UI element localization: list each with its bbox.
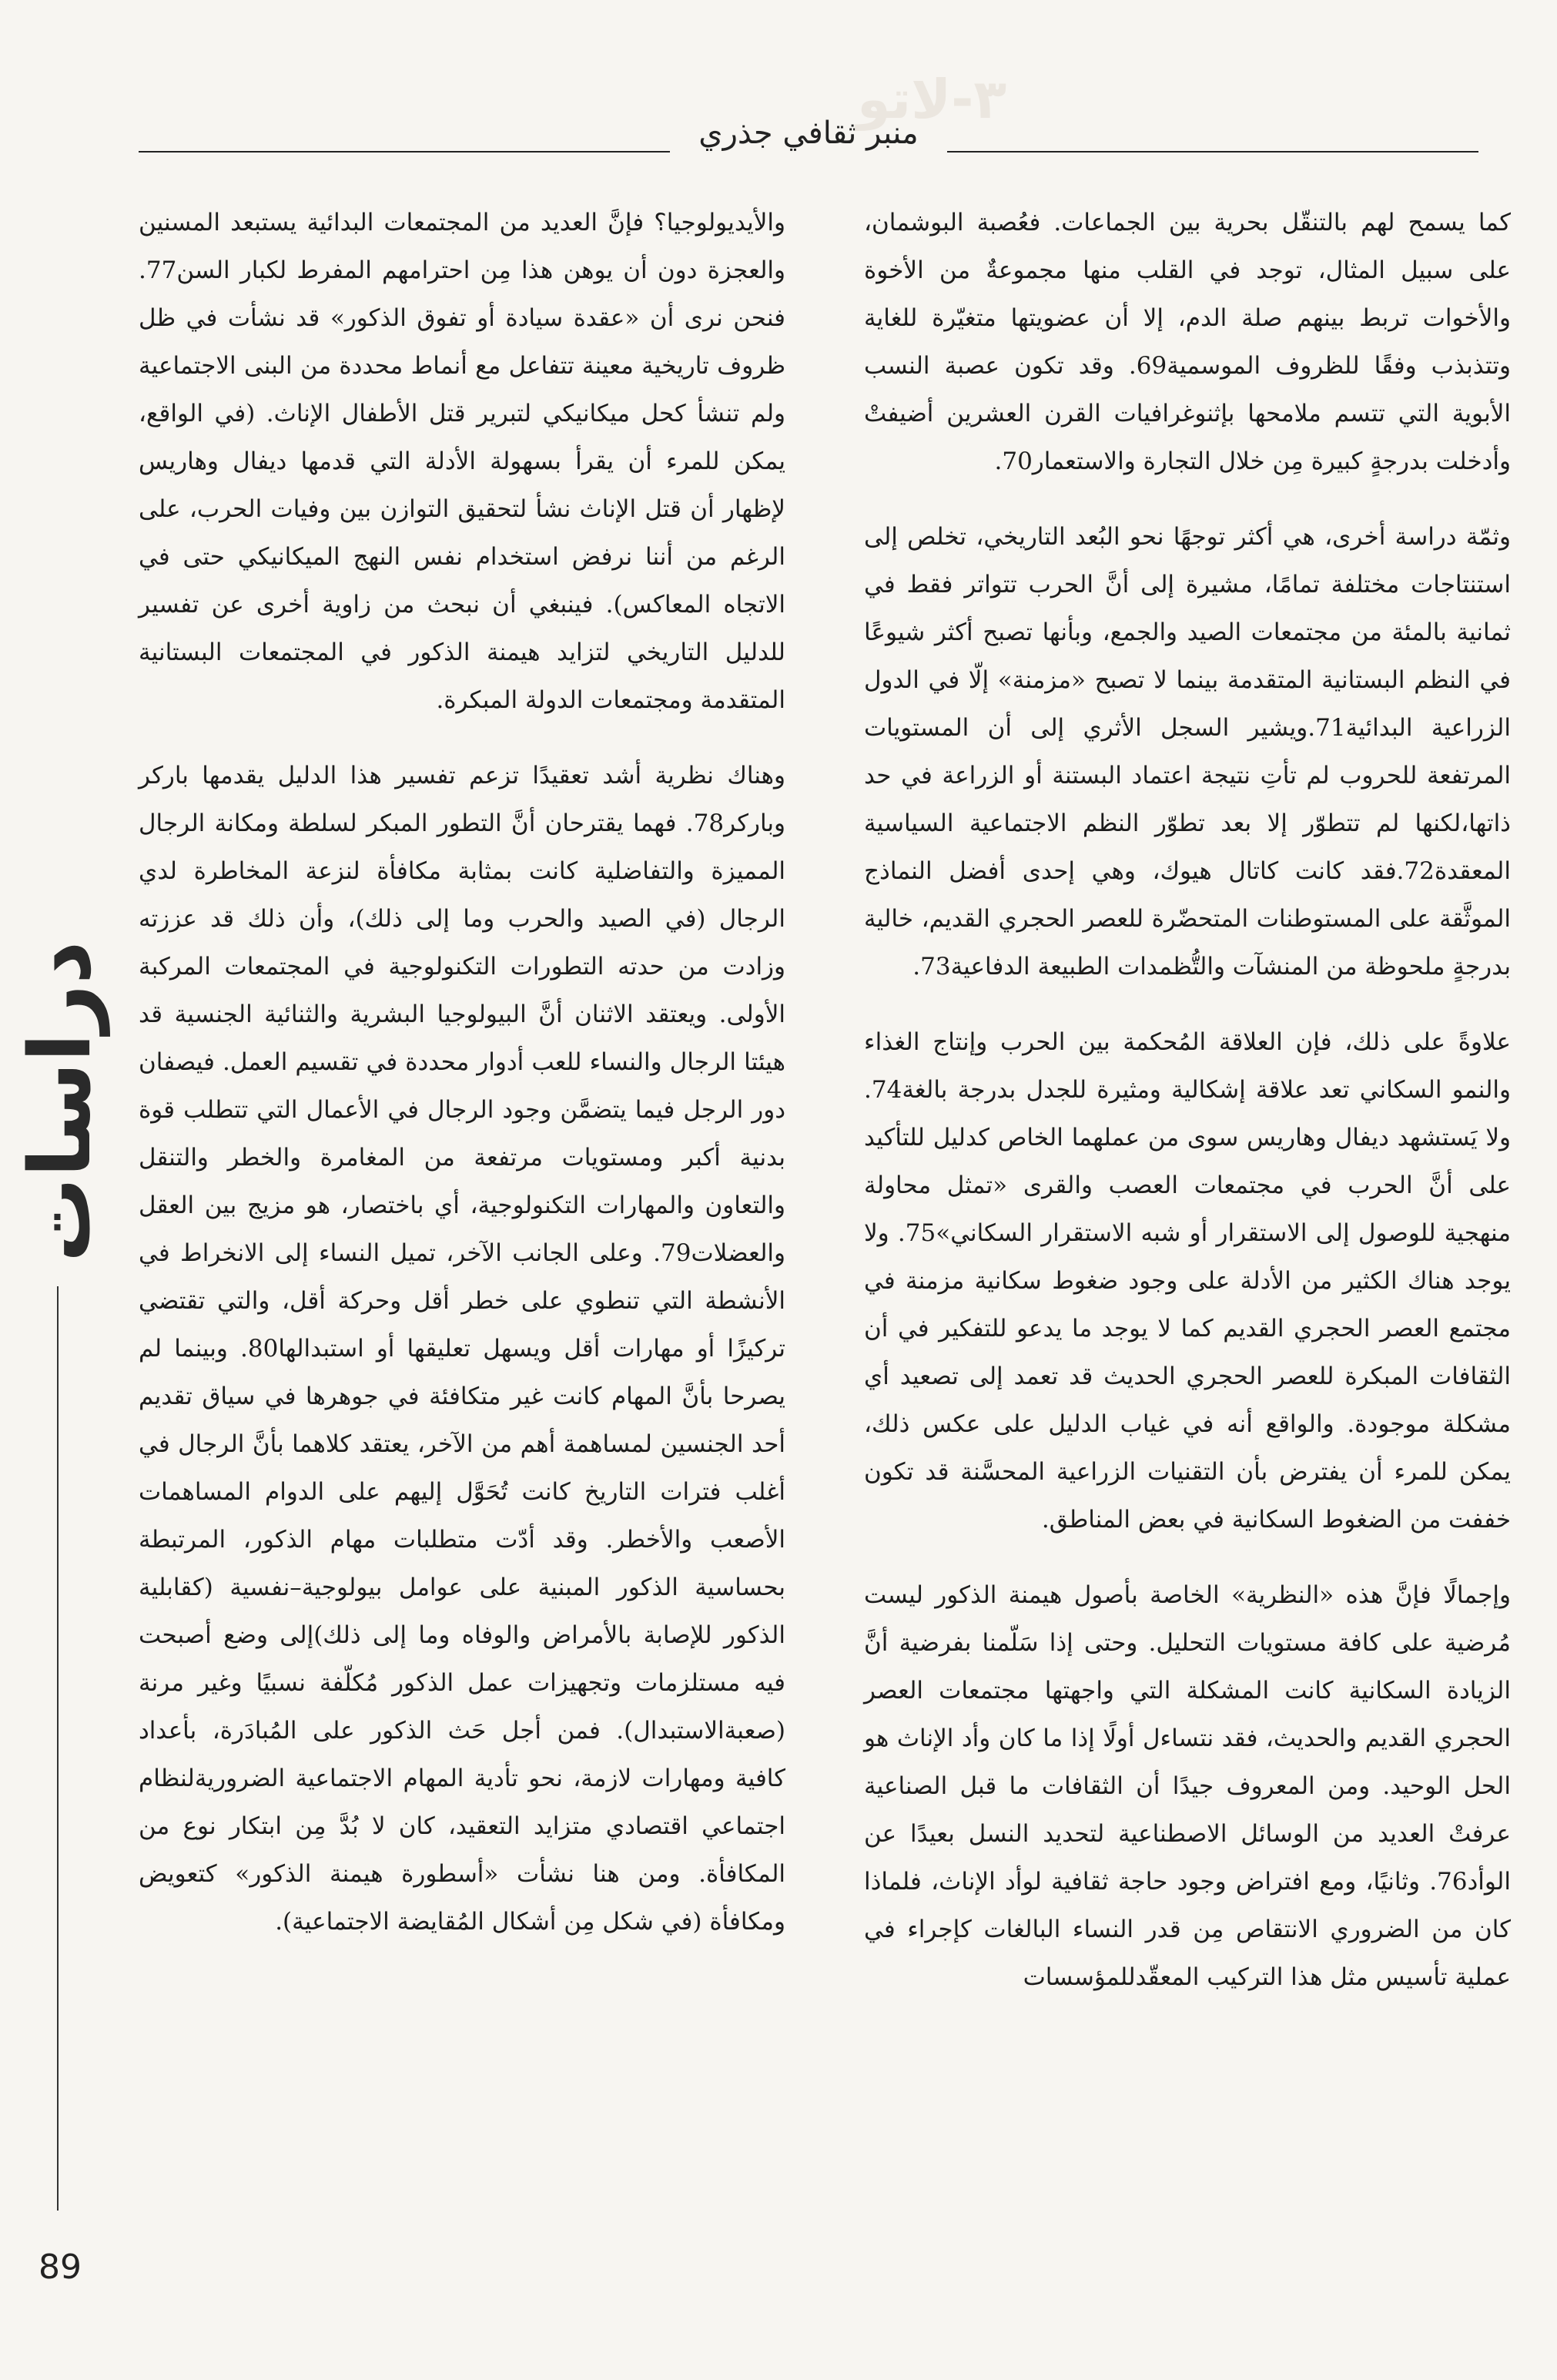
header-rule-right bbox=[947, 151, 1478, 153]
left-text-column bbox=[139, 199, 785, 1946]
right-text-column bbox=[864, 199, 1511, 2001]
paragraph: كما يسمح لهم بالتنقّل بحرية بين الجماعات. فعُصبة البوشمان، على سبيل المثال، توجد في القلب منها مجموعةٌ من الأخوة والأخوات تربط بينهم صلة الدم، إلا أن عضويتها متغيّرة للغاية وتتذبذب وفقًا للظروف الموسمية69. وقد تكون عصبة النسب الأبوية التي تتسم ملامحها بإثنوغرافيات القرن العشرين أضيفتْ وأدخلت بدرجةٍ كبيرة مِن خلال التجارة والاستعمار70. bbox=[864, 209, 1511, 475]
section-label: دراسات bbox=[11, 940, 109, 1262]
paragraph: علاوةً على ذلك، فإن العلاقة المُحكمة بين الحرب وإنتاج الغذاء والنمو السكاني تعد علاقة إشكالية ومثيرة للجدل بدرجة بالغة74. ولا يَستشهد ديفال وهاريس سوى من عملهما الخاص كدليل للتأكيد على أنَّ الحرب في مجتمعات العصب والقرى «تمثل محاولة منهجية للوصول إلى الاستقرار أو شبه الاستقرار السكاني»75. ولا يوجد هناك الكثير من الأدلة على وجود ضغوط سكانية مزمنة في مجتمع العصر الحجري القديم كما لا يوجد ما يدعو للتفكير في أن الثقافات المبكرة للعصر الحجري الحديث قد تعمد إلى تصعيد أي مشكلة موجودة. والواقع أنه في غياب الدليل على عكس ذلك، يمكن للمرء أن يفترض بأن التقنيات الزراعية المحسَّنة قد تكون خففت من الضغوط السكانية في بعض المناطق. bbox=[864, 1028, 1512, 1534]
ghost-show-through-text: ٣-لاتو bbox=[856, 68, 1007, 131]
paragraph: وثمّة دراسة أخرى، هي أكثر توجهًا نحو البُعد التاريخي، تخلص إلى استنتاجات مختلفة تمامًا، مشيرة إلى أنَّ الحرب تتواتر فقط في ثمانية بالمئة من مجتمعات الصيد والجمع، وبأنها تصبح أكثر شيوعًا في النظم البستانية المتقدمة بينما لا تصبح «مزمنة» إلّا في الدول الزراعية البدائية71.ويشير السجل الأثري إلى أن المستويات المرتفعة للحروب لم تأتِ نتيجة اعتماد البستنة أو الزراعة في حد ذاتها،لكنها لم تتطوّر إلا بعد تطوّر النظم الاجتماعية السياسية المعقدة72.فقد كانت كاتال هيوك، وهي إحدى أفضل النماذج الموثَّقة على المستوطنات المتحضّرة للعصر الحجري القديم، خالية بدرجةٍ ملحوظة من المنشآت والتُّظمدات الطبيعة الدفاعية73. bbox=[864, 523, 1511, 980]
page-number: 89 bbox=[39, 2248, 82, 2287]
header-rule-left bbox=[139, 151, 670, 153]
running-header bbox=[139, 116, 1478, 162]
section-rule bbox=[57, 1286, 59, 2211]
paragraph: وإجمالًا فإنَّ هذه «النظرية» الخاصة بأصول هيمنة الذكور ليست مُرضية على كافة مستويات التحليل. وحتى إذا سَلّمنا بفرضية أنَّ الزيادة السكانية كانت المشكلة التي واجهتها مجتمعات العصر الحجري القديم والحديث، فقد نتساءل أولًا إذا ما كان وأد الإناث هو الحل الوحيد. ومن المعروف جيدًا أن الثقافات ما قبل الصناعية عرفتْ العديد من الوسائل الاصطناعية لتحديد النسل بعيدًا عن الوأد76. وثانيًا، ومع افتراض وجود حاجة ثقافية لوأد الإناث، فلماذا كان من الضروري الانتقاص مِن قدر النساء البالغات كإجراء في عملية تأسيس مثل هذا التركيب المعقّدللمؤسسات bbox=[864, 1581, 1511, 1991]
paragraph: وهناك نظرية أشد تعقيدًا تزعم تفسير هذا الدليل يقدمها باركر وباركر78. فهما يقترحان أنَّ التطور المبكر لسلطة ومكانة الرجال المميزة والتفاضلية كانت بمثابة مكافأة لنزعة المخاطرة لدي الرجال (في الصيد والحرب وما إلى ذلك)، وأن ذلك قد عززته وزادت من حدته التطورات التكنولوجية في المجتمعات المركبة الأولى. ويعتقد الاثنان أنَّ البيولوجيا البشرية والثنائية الجنسية قد هيئتا الرجال والنساء للعب أدوار محددة في تقسيم العمل. فيصفان دور الرجل فيما يتضمَّن وجود الرجال في الأعمال التي تتطلب قوة بدنية أكبر ومستويات مرتفعة من المغامرة والخطر والتنقل والتعاون والمهارات التكنولوجية، أي باختصار، هو مزيج بين العقل والعضلات79. وعلى الجانب الآخر، تميل النساء إلى الانخراط في الأنشطة التي تنطوي على خطر أقل وحركة أقل، والتي تقتضي تركيزًا أو مهارات أقل ويسهل تعليقها أو استبدالها80. وبينما لم يصرحا بأنَّ المهام كانت غير متكافئة في جوهرها في سياق تقديم أحد الجنسين لمساهمة أهم من الآخر، يعتقد كلاهما بأنَّ الرجال في أغلب فترات التاريخ كانت تُحَوَّل إليهم على الدوام المساهمات الأصعب والأخطر. وقد أدّت متطلبات مهام الذكور، المرتبطة بحساسية الذكور المبنية على عوامل بيولوجية–نفسية (كقابلية الذكور للإصابة بالأمراض والوفاه وما إلى ذلك)إلى وضع أصبحت فيه مستلزمات وتجهيزات عمل الذكور مُكلّفة نسبيًا وغير مرنة (صعبةالاستبدال). فمن أجل حَث الذكور على المُبادَرة، بأعداد كافية ومهارات لازمة، نحو تأدية المهام الاجتماعية الضروريةلنظام اجتماعي اقتصادي متزايد التعقيد، كان لا بُدَّ مِن ابتكار نوع من المكافأة. ومن هنا نشأت «أسطورة هيمنة الذكور» كتعويض ومكافأة (في شكل مِن أشكال المُقايضة الاجتماعية). bbox=[139, 762, 785, 1936]
paragraph: والأيديولوجيا؟ فإنَّ العديد من المجتمعات البدائية يستبعد المسنين والعجزة دون أن يوهن هذا مِن احترامهم المفرط لكبار السن77. فنحن نرى أن «عقدة سيادة أو تفوق الذكور» قد نشأت في ظل ظروف تاريخية معينة تتفاعل مع أنماط محددة من البنى الاجتماعية ولم تنشأ كحل ميكانيكي لتبرير قتل الأطفال الإناث. (في الواقع، يمكن للمرء أن يقرأ بسهولة الأدلة التي قدمها ديفال وهاريس لإظهار أن قتل الإناث نشأ لتحقيق التوازن بين وفيات الحرب، على الرغم من أننا نرفض استخدام نفس النهج الميكانيكي حتى في الاتجاه المعاكس). فينبغي أن نبحث من زاوية أخرى عن تفسير للدليل التاريخي لتزايد هيمنة الذكور في المجتمعات البستانية المتقدمة ومجتمعات الدولة المبكرة. bbox=[139, 209, 785, 714]
journal-title: منبر ثقافي جذري bbox=[698, 116, 919, 151]
